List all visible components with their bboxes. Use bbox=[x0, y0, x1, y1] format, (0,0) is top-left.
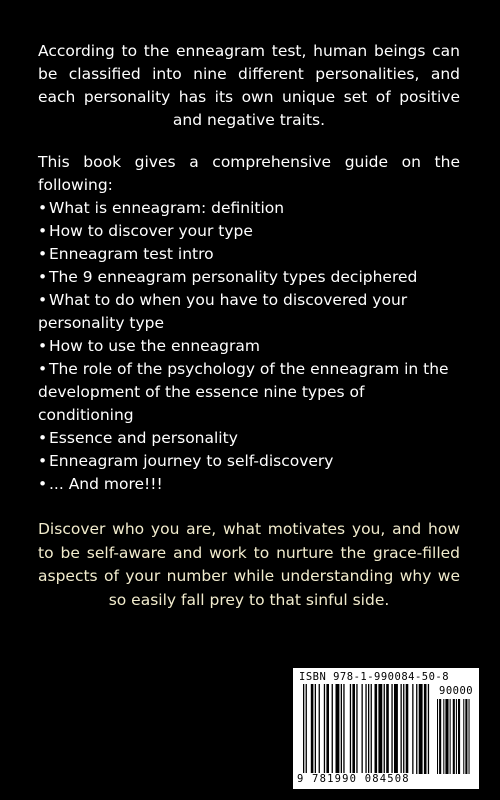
barcode-bar bbox=[428, 684, 429, 774]
barcode-bar bbox=[336, 684, 340, 774]
barcode-bar bbox=[371, 684, 372, 774]
barcode-bar bbox=[306, 684, 307, 774]
list-item bbox=[38, 450, 460, 473]
bullet: • bbox=[38, 337, 48, 355]
barcode-bar bbox=[378, 684, 382, 774]
barcode-bar bbox=[458, 699, 460, 774]
bullet: • bbox=[38, 222, 48, 240]
list-item bbox=[38, 220, 460, 243]
barcode-bar bbox=[324, 684, 325, 774]
barcode-bar bbox=[326, 684, 329, 774]
bullet: • bbox=[38, 268, 48, 286]
isbn-number: ISBN 978-1-990084-50-8 bbox=[299, 671, 450, 683]
barcode-bar bbox=[406, 684, 409, 774]
barcode-bar bbox=[439, 699, 441, 774]
ean13-bars bbox=[303, 684, 431, 774]
barcode-bar bbox=[332, 684, 333, 774]
barcode-bar bbox=[401, 684, 402, 774]
barcode-bar bbox=[445, 699, 448, 774]
list-item bbox=[38, 289, 460, 335]
contents-list bbox=[38, 197, 460, 496]
list-item bbox=[38, 243, 460, 266]
barcode-addon-number: 90000 bbox=[439, 685, 474, 697]
list-item bbox=[38, 197, 460, 220]
barcode-bar bbox=[315, 684, 316, 774]
list-item-text: ... And more!!! bbox=[49, 475, 163, 493]
list-item bbox=[38, 335, 460, 358]
barcode-bar bbox=[424, 684, 427, 774]
list-item-text: How to use the enneagram bbox=[49, 337, 260, 355]
list-item-text: How to discover your type bbox=[49, 222, 253, 240]
barcode-bar bbox=[391, 684, 392, 774]
list-lead-text: This book gives a comprehensive guide on the following: bbox=[38, 153, 460, 194]
list-item bbox=[38, 473, 460, 496]
barcode-bar bbox=[303, 684, 304, 774]
barcode-bar bbox=[362, 684, 363, 774]
barcode-bar bbox=[352, 684, 355, 774]
barcode-bar bbox=[341, 684, 342, 774]
barcode-bar bbox=[416, 684, 417, 774]
barcode-bar bbox=[403, 684, 404, 774]
barcode-bar bbox=[394, 684, 398, 774]
barcode-bar bbox=[384, 684, 385, 774]
barcode-bar bbox=[419, 684, 423, 774]
barcode-bar bbox=[386, 684, 389, 774]
barcode-bar bbox=[412, 684, 413, 774]
list-item-text: The 9 enneagram personality types deciphered bbox=[49, 268, 418, 286]
barcode-bar bbox=[437, 699, 438, 774]
isbn-barcode bbox=[293, 668, 479, 789]
intro-paragraph: According to the enneagram test, human beings can be classified into nine different personalities, and each personality has its own unique set of positive and negative traits. bbox=[38, 42, 460, 129]
list-item-text: What is enneagram: definition bbox=[49, 199, 285, 217]
addon-bars bbox=[437, 699, 473, 774]
bullet: • bbox=[38, 360, 48, 378]
list-item bbox=[38, 358, 460, 427]
ean-number: 9 781990 084508 bbox=[297, 773, 410, 785]
barcode-bar bbox=[465, 699, 467, 774]
barcode-bar bbox=[463, 699, 464, 774]
barcode-bar bbox=[368, 684, 369, 774]
barcode-bar bbox=[319, 684, 320, 774]
barcode-bar bbox=[453, 699, 455, 774]
barcode-bar bbox=[356, 684, 357, 774]
list-item-text: Enneagram journey to self-discovery bbox=[49, 452, 334, 470]
bullet: • bbox=[38, 429, 48, 447]
barcode-bar bbox=[350, 684, 351, 774]
barcode-bar bbox=[456, 699, 457, 774]
barcode-bar bbox=[365, 684, 366, 774]
bullet: • bbox=[38, 245, 48, 263]
bullet: • bbox=[38, 291, 48, 309]
closing-paragraph: Discover who you are, what motivates you, and how to be self-aware and work to nurture the grace-filled aspects of your number while understanding why we so easily fall prey to that sinful side. bbox=[38, 520, 460, 609]
barcode-bar bbox=[450, 699, 451, 774]
barcode-bar bbox=[343, 684, 344, 774]
bullet: • bbox=[38, 475, 48, 493]
list-item-text: Essence and personality bbox=[49, 429, 238, 447]
barcode-bar bbox=[443, 699, 444, 774]
list-item bbox=[38, 266, 460, 289]
bullet: • bbox=[38, 452, 48, 470]
list-item-text: The role of the psychology of the enneagram in the development of the essence nine types of conditioning bbox=[38, 360, 449, 424]
bullet: • bbox=[38, 199, 48, 217]
barcode-bar bbox=[469, 699, 470, 774]
barcode-bar bbox=[311, 684, 314, 774]
barcode-bar bbox=[375, 684, 378, 774]
list-item-text: Enneagram test intro bbox=[49, 245, 214, 263]
list-item-text: What to do when you have to discovered your personality type bbox=[38, 291, 408, 332]
list-item bbox=[38, 427, 460, 450]
